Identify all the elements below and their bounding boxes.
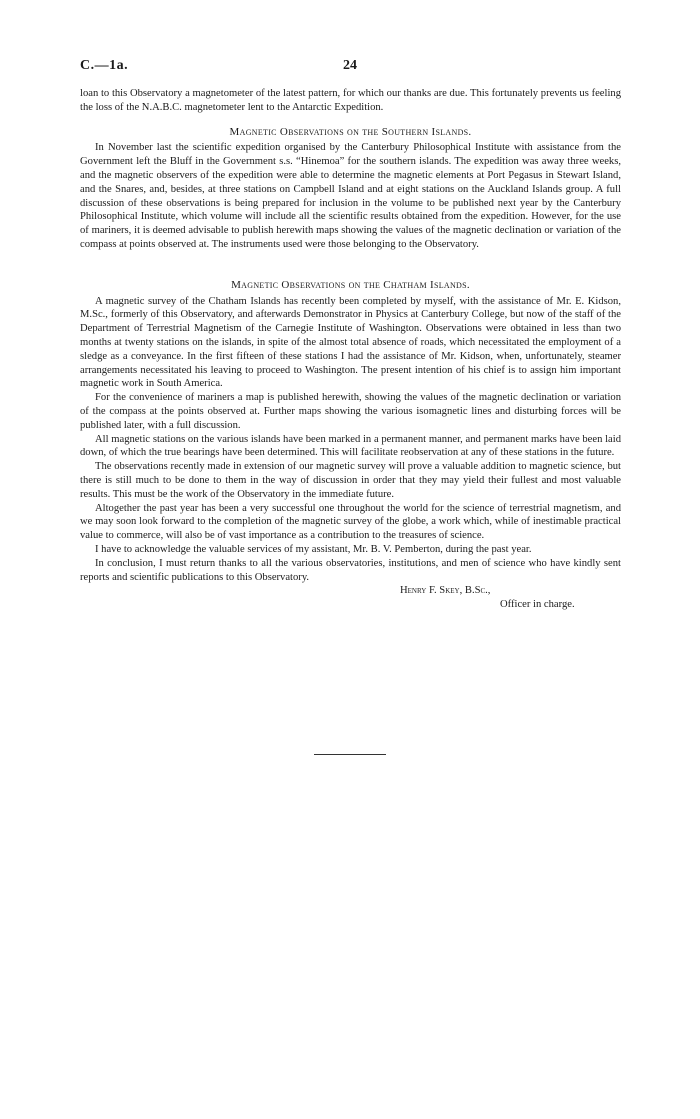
page-number: 24 bbox=[343, 58, 357, 73]
closing-rule bbox=[314, 754, 386, 755]
paragraph: All magnetic stations on the various islands have been marked in a permanent manner, and permanent marks have been laid down, of which the true bearings have been determined. This will facilitate reobservation at any of these stations in the future. bbox=[80, 433, 621, 459]
paragraph: A magnetic survey of the Chatham Islands has recently been completed by myself, with the assistance of Mr. E. Kidson, M.Sc., formerly of this Observatory, and afterwards Demonstrator in Physics at Canterbury College, but now of the staff of the Department of Terrestrial Magnetism of the Carnegie Institute of Washington. Observations were obtained in less than two months at twenty stations on the islands, in spite of the almost total absence of roads, which necessitated the employment of a sledge as a conveyance. In the first fifteen of these stations I had the assistance of Mr. Kidson, when, unfortunately, steamer arrangements necessitated his leaving to proceed to Washington. The present intention of his chief is to assign him important magnetic work in South America. bbox=[80, 295, 621, 390]
paragraph: I have to acknowledge the valuable services of my assistant, Mr. B. V. Pemberton, during the past year. bbox=[95, 543, 532, 555]
paragraph: The observations recently made in extension of our magnetic survey will prove a valuable addition to magnetic science, but there is still much to be done to them in the way of discussion in order that they may yield their fullest and most valuable results. This must be the work of the Observatory in the immediate future. bbox=[80, 461, 621, 500]
section-heading-southern-islands: Magnetic Observations on the Southern Islands. bbox=[229, 125, 472, 138]
section-heading-chatham-islands: Magnetic Observations on the Chatham Islands. bbox=[231, 278, 470, 291]
signature-name: Henry F. Skey, B.Sc., bbox=[400, 585, 491, 597]
paragraph: For the convenience of mariners a map is published herewith, showing the values of the magnetic declination or variation of the compass at the points observed at. Further maps showing the various isomagnetic lines and disturbing forces will be published later, with a full discussion. bbox=[80, 392, 621, 431]
page-header bbox=[80, 58, 620, 78]
paragraph-continuation: loan to this Observatory a magnetometer of the latest pattern, for which our thanks are due. This fortunately prevents us feeling the loss of the N.A.B.C. magnetometer lent to the Antarctic Expedition. bbox=[80, 88, 621, 113]
paragraph: In conclusion, I must return thanks to all the various observatories, institutions, and men of science who have kindly sent reports and scientific publications to this Observatory. bbox=[80, 557, 621, 583]
signature-block bbox=[80, 584, 621, 612]
paragraph: Altogether the past year has been a very successful one throughout the world for the science of terrestrial magnetism, and we may soon look forward to the completion of the magnetic survey of the globe, a work which, while of inestimable practical value to commerce, will also be of vast importance as a contribution to the treasures of science. bbox=[80, 502, 621, 542]
document-body bbox=[80, 87, 621, 612]
paragraph: In November last the scientific expedition organised by the Canterbury Philosophical Institute with assistance from the Government left the Bluff in the Government s.s. “Hinemoa” for the southern islands. The expedition was away three weeks, and the magnetic observers of the expedition were able to determine the magnetic elements at Port Pegasus in Stewart Island, and the Snares, and, besides, at three stations on Campbell Island and at eight stations on the Auckland Islands group. A full discussion of these observations is being prepared for inclusion in the volume to be published next year by the Canterbury Philosophical Institute, which volume will include all the scientific results obtained from the expedition. However, for the use of mariners, it is deemed advisable to publish herewith maps showing the values of the magnetic declination or variation of the compass at points observed at. The instruments used were those belonging to the Observatory. bbox=[80, 142, 621, 250]
document-reference: C.—1a. bbox=[80, 58, 129, 73]
signature-title: Officer in charge. bbox=[500, 599, 575, 611]
